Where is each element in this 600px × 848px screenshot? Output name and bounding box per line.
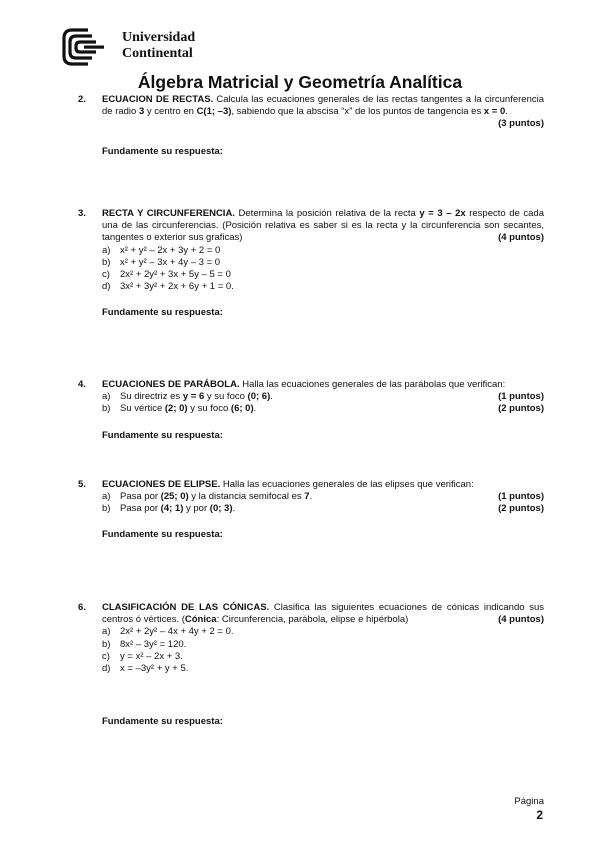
points-badge: (1 puntos) — [498, 391, 544, 403]
list-item: b) x² + y² – 3x + 4y – 3 = 0 — [102, 256, 221, 268]
university-name: Universidad Continental — [122, 30, 196, 61]
points-badge: (4 puntos) — [498, 232, 544, 244]
list-item: a) 2x² + 2y² – 4x + 4y + 2 = 0. — [102, 626, 234, 638]
points-badge: (3 puntos) — [498, 118, 544, 130]
list-item: c) y = x² – 2x + 3. — [102, 650, 183, 662]
list-item: d) x = –3y² + y + 5. — [102, 663, 189, 675]
list-item: b) Pasa por (4; 1) y por (0; 3). (2 puntos) — [102, 503, 544, 515]
points-badge: (2 puntos) — [498, 403, 544, 415]
answer-prompt: Fundamente su respuesta: — [102, 146, 223, 157]
page-number: 2 — [536, 808, 543, 822]
answer-prompt: Fundamente su respuesta: — [102, 430, 223, 441]
list-item: a) Su directriz es y = 6 y su foco (0; 6). (1 puntos) — [102, 391, 544, 403]
page-label: Página — [514, 796, 544, 807]
answer-prompt: Fundamente su respuesta: — [102, 307, 223, 318]
list-item: a) Pasa por (25; 0) y la distancia semifocal es 7. (1 puntos) — [102, 491, 544, 503]
question-2: 2. ECUACION DE RECTAS. Calcula las ecuaciones generales de las rectas tangentes a la circunferencia de radio 3 y centro en C(1; –3), sabiendo que la abscisa “x” de los puntos de tangencia es x = 0. (3 puntos) — [78, 94, 544, 130]
question-6: 6. CLASIFICACIÓN DE LAS CÓNICAS. Clasifica las siguientes ecuaciones de cónicas indicando sus centros ó vértices. (Cónica: Circunferencia, parábola, elipse e hipérbola) (4 puntos) a) 2x² + 2y² – 4x + 4y + 2 = 0. b) 8x² – 3y² = 120. c) y = x² – 2x + 3. d) x = –3y² + y + 5. — [78, 602, 545, 675]
list-item: b) Su vértice (2; 0) y su foco (6; 0). (2 puntos) — [102, 403, 544, 415]
points-badge: (2 puntos) — [498, 503, 544, 515]
answer-prompt: Fundamente su respuesta: — [102, 529, 223, 540]
list-item: c) 2x² + 2y² + 3x + 5y – 5 = 0 — [102, 269, 231, 281]
list-item: a) x² + y² – 2x + 3y + 2 = 0 — [102, 244, 221, 256]
university-logo-icon — [62, 28, 114, 66]
question-3: 3. RECTA Y CIRCUNFERENCIA. Determina la posición relativa de la recta y = 3 – 2x respecto de cada una de las circunferencias. (Posición relativa es saber si es la recta y la circunferencia son secantes, tangentes o exterior sus graficas) (4 puntos) a) x² + y² – 2x + 3y + 2 = 0 b) x² + y² – 3x + 4y – 3 = 0 c) 2x² + 2y² + 3x + 5y – 5 = 0 d) 3x² + 3y² + 2x + 6y + 1 = 0. — [78, 208, 544, 293]
answer-prompt: Fundamente su respuesta: — [102, 716, 223, 727]
question-4: 4. ECUACIONES DE PARÁBOLA. Halla las ecuaciones generales de las parábolas que verifican: a) Su directriz es y = 6 y su foco (0; 6). (1 puntos) b) Su vértice (2; 0) y su foco (6; 0). (2 puntos) — [78, 379, 544, 415]
points-badge: (1 puntos) — [498, 491, 544, 503]
list-item: b) 8x² – 3y² = 120. — [102, 638, 187, 650]
points-badge: (4 puntos) — [498, 614, 544, 626]
list-item: d) 3x² + 3y² + 2x + 6y + 1 = 0. — [102, 281, 234, 293]
page-title: Álgebra Matricial y Geometría Analítica — [137, 72, 463, 92]
question-5: 5. ECUACIONES DE ELIPSE. Halla las ecuaciones generales de las elipses que verifican: a) Pasa por (25; 0) y la distancia semifocal es 7. (1 puntos) b) Pasa por (4; 1) y por (0; 3). (2 puntos) — [78, 479, 544, 515]
